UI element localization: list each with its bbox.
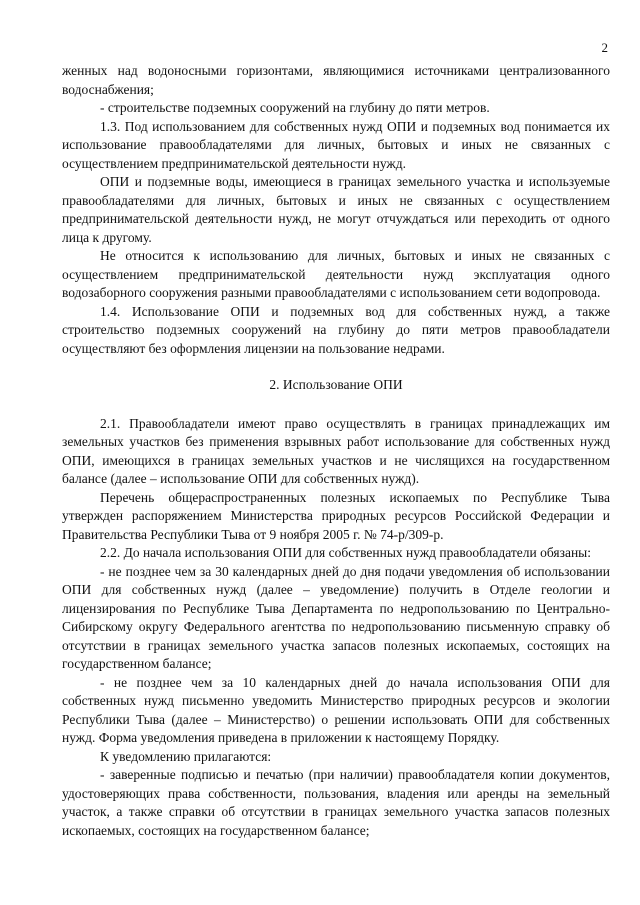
- paragraph-list-item: - не позднее чем за 10 календарных дней до начала использования ОПИ для собственных нужд письменно уведомить Министерство природных ресурсов и экологии Республики Тыва (далее – Министерство) о решении использовать ОПИ для собственных нужд. Форма уведомления приведена в приложении к настоящему Порядку.: [62, 674, 610, 745]
- paragraph: К уведомлению прилагаются:: [100, 748, 272, 764]
- paragraph-continuation: женных над водоносными горизонтами, являющимися источниками централизованного водоснабжения;: [62, 63, 610, 97]
- paragraph-2-1: 2.1. Правообладатели имеют право осуществлять в границах принадлежащих им земельных участков без применения взрывных работ использование для собственных нужд ОПИ, имеющихся в границах земельных участков и не числящихся на государственном балансе (далее – использование ОПИ для собственных нужд).: [62, 415, 610, 486]
- paragraph-1-4: 1.4. Использование ОПИ и подземных вод для собственных нужд, а также строительство подземных сооружений на глубину до пяти метров правообладатели осуществляют без оформления лицензии на пользование недрами.: [62, 303, 610, 356]
- paragraph: Перечень общераспространенных полезных ископаемых по Республике Тыва утвержден распоряжением Министерства природных ресурсов Российской Федерации и Правительства Республики Тыва от 9 ноября 2005 г. № 74-р/309-р.: [62, 489, 610, 542]
- paragraph-list-item: - не позднее чем за 30 календарных дней до дня подачи уведомления об использовании ОПИ для собственных нужд (далее – уведомление) получить в Отделе геологии и лицензирования по Республике Тыва Департамента по недропользованию по Центрально-Сибирскому округу Федерального агентства по недропользованию письменную справку об отсутствии в границах земельного участка запасов полезных ископаемых, состоящих на государственном балансе;: [62, 563, 610, 671]
- paragraph-list-item: - строительстве подземных сооружений на глубину до пяти метров.: [100, 100, 490, 115]
- document-body: [62, 62, 610, 840]
- paragraph-2-2: 2.2. До начала использования ОПИ для собственных нужд правообладатели обязаны:: [100, 545, 591, 560]
- paragraph: ОПИ и подземные воды, имеющиеся в границах земельного участка и используемые правообладателями для личных, бытовых и иных не связанных с осуществлением предпринимательской деятельности нужд, не могут отчуждаться или переходить от одного лица к другому.: [62, 174, 610, 245]
- page-number: 2: [601, 40, 608, 55]
- paragraph: Не относится к использованию для личных, бытовых и иных не связанных с осуществлением предпринимательской деятельности нужд эксплуатация одного водозаборного сооружения разными правообладателями с использованием сети водопровода.: [62, 248, 610, 300]
- paragraph-1-3: 1.3. Под использованием для собственных нужд ОПИ и подземных вод понимается их использование правообладателями для личных, бытовых и иных не связанных с осуществлением предпринимательской деятельности нужд.: [62, 118, 610, 171]
- section-heading: 2. Использование ОПИ: [269, 377, 403, 392]
- paragraph-list-item: - заверенные подписью и печатью (при наличии) правообладателя копии документов, удостоверяющих права собственности, пользования, владения или аренды на земельный участок, а также справки об отсутствии в границах земельного участка запасов полезных ископаемых, состоящих на государственном балансе;: [62, 767, 610, 838]
